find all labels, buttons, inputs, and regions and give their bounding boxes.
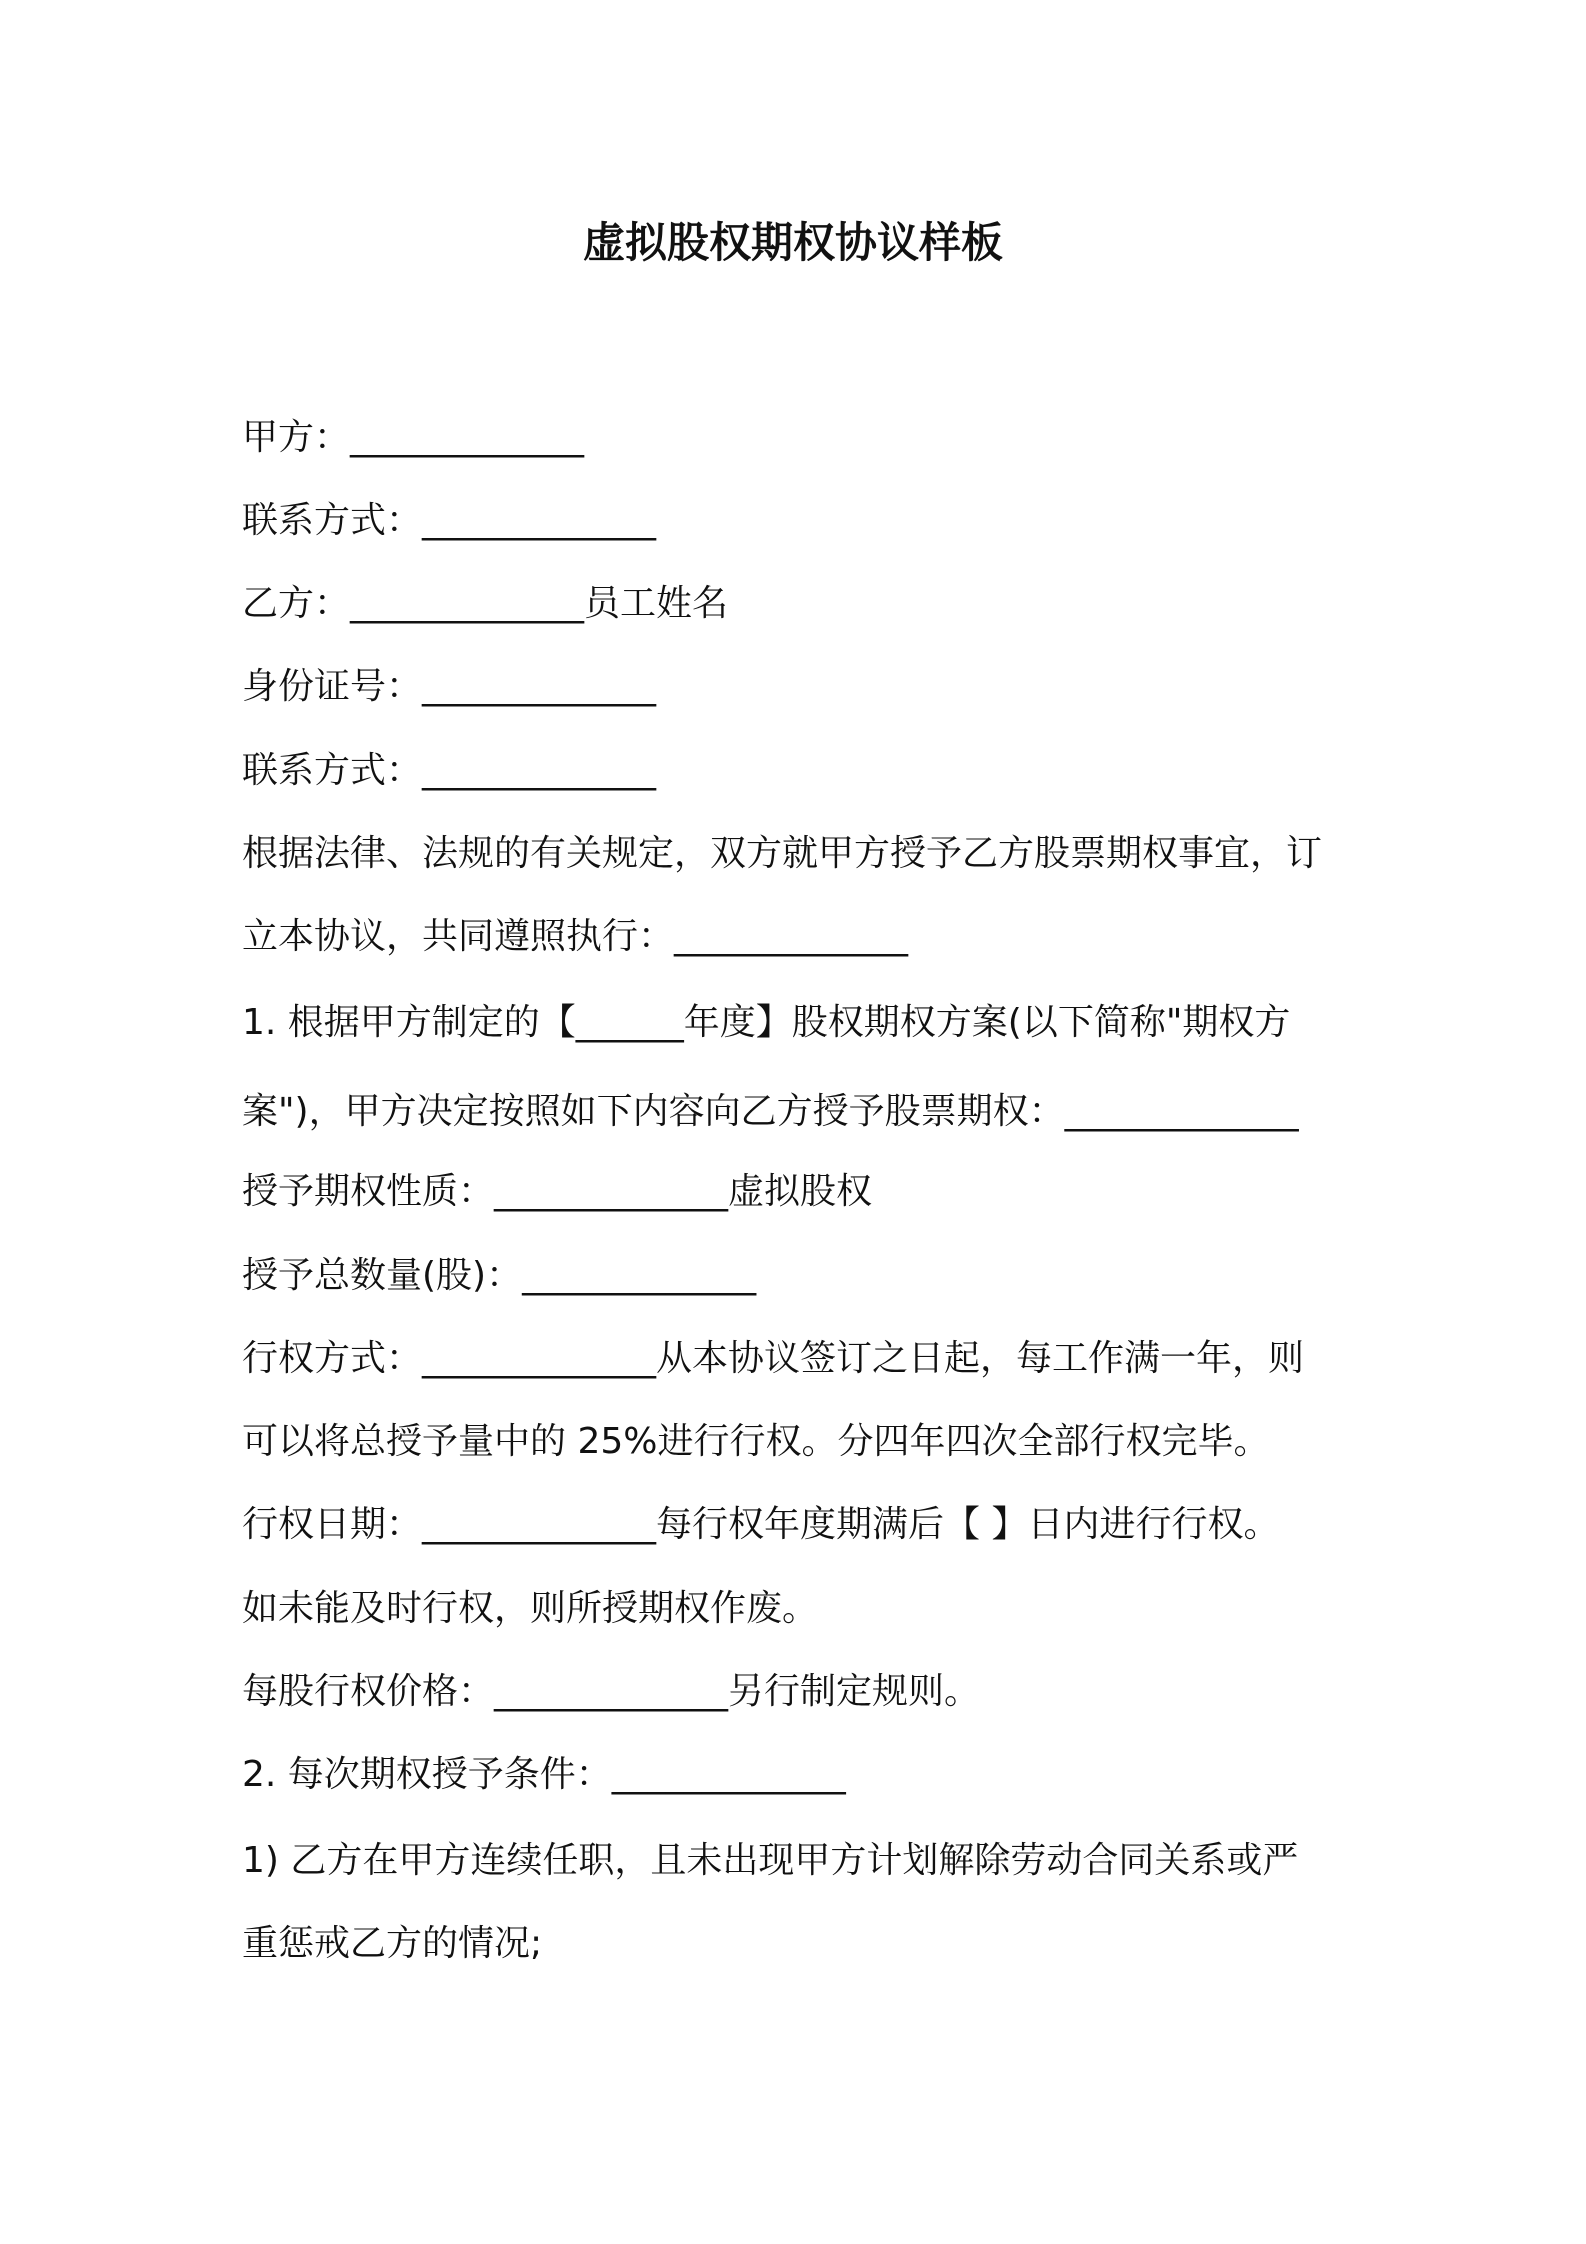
exercise-date-line-1: 行权日期：_____________每行权年度期满后【 】日内进行行权。 (242, 1504, 1280, 1545)
exercise-date-line-2: 如未能及时行权，则所授期权作废。 (242, 1588, 819, 1629)
condition-1-line-1: 1) 乙方在甲方连续任职，且未出现甲方计划解除劳动合同关系或严 (242, 1840, 1299, 1881)
clause-2-line: 2. 每次期权授予条件：_____________ (242, 1754, 846, 1795)
party-a-line: 甲方：_____________ (242, 417, 585, 458)
clause-1-line-2: 案")，甲方决定按照如下内容向乙方授予股票期权：_____________ (242, 1091, 1299, 1132)
document-title: 虚拟股权期权协议样板 (582, 218, 1003, 267)
preamble-line-1: 根据法律、法规的有关规定，双方就甲方授予乙方股票期权事宜，订 (242, 833, 1323, 874)
id-number-line: 身份证号：_____________ (242, 666, 657, 707)
preamble-line-2: 立本协议，共同遵照执行：_____________ (242, 916, 909, 957)
exercise-price-line: 每股行权价格：_____________另行制定规则。 (242, 1671, 981, 1712)
exercise-method-line-1: 行权方式：_____________从本协议签订之日起，每工作满一年，则 (242, 1338, 1305, 1379)
exercise-method-line-2: 可以将总授予量中的 25%进行行权。分四年四次全部行权完毕。 (242, 1421, 1270, 1462)
party-b-contact-line: 联系方式：_____________ (242, 750, 657, 791)
total-quantity-line: 授予总数量(股)：_____________ (242, 1255, 757, 1296)
party-b-line: 乙方：_____________员工姓名 (242, 583, 729, 624)
party-a-contact-line: 联系方式：_____________ (242, 500, 657, 541)
clause-1-line-1: 1. 根据甲方制定的【______年度】股权期权方案(以下简称"期权方 (242, 1002, 1291, 1043)
option-nature-line: 授予期权性质：_____________虚拟股权 (242, 1171, 873, 1212)
condition-1-line-2: 重惩戒乙方的情况; (242, 1923, 543, 1964)
